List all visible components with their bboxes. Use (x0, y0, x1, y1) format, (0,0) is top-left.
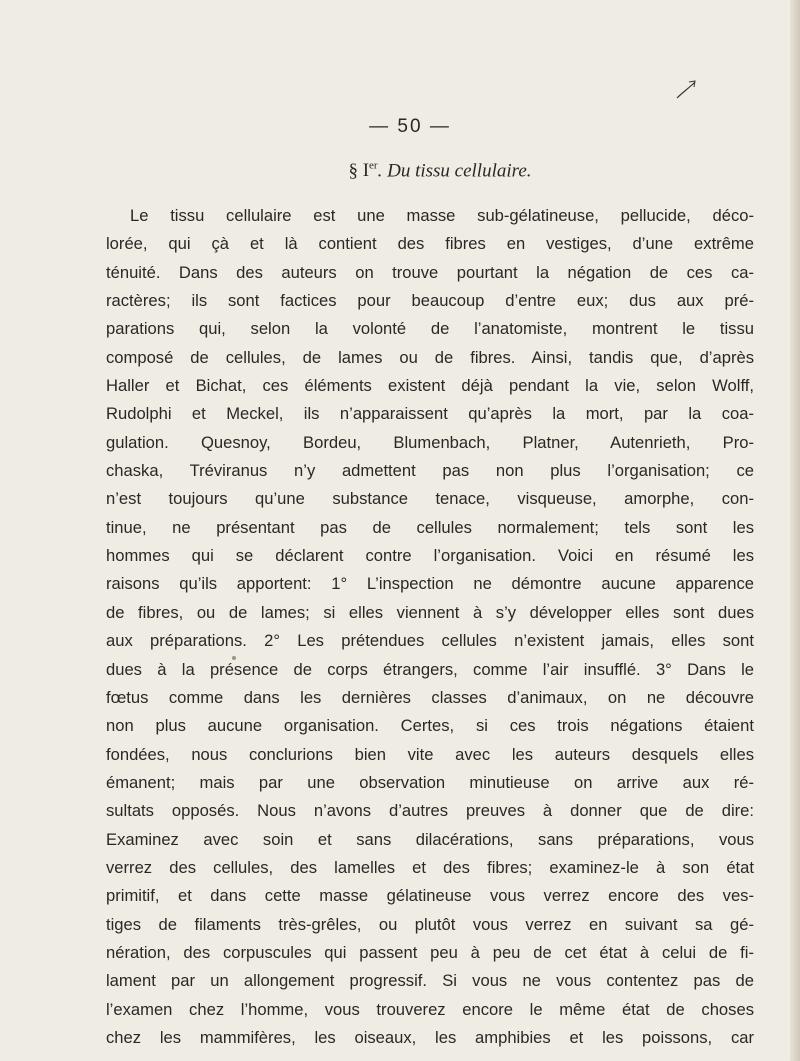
ink-mark-icon (675, 78, 697, 102)
section-number: Ier (362, 160, 378, 182)
text-line: Examinez avec soin et sans dilacérations, sans préparations, vous (106, 829, 754, 849)
text-line: gulation. Quesnoy, Bordeu, Blumenbach, Platner, Autenrieth, Pro- (106, 432, 754, 452)
text-line: verrez des cellules, des lamelles et des fibres; examinez-le à son état (106, 857, 754, 877)
text-line: chez les mammifères, les oiseaux, les amphibies et les poissons, car (106, 1027, 754, 1047)
text-line: n’est toujours qu’une substance tenace, visqueuse, amorphe, con- (106, 489, 754, 509)
text-line: tinue, ne présentant pas de cellules normalement; tels sont les (106, 517, 754, 537)
text-line: non plus aucune organisation. Certes, si ces trois négations étaient (106, 716, 754, 736)
text-line: ténuité. Dans des auteurs on trouve pourtant la négation de ces ca- (106, 262, 754, 282)
text-line: hommes qui se déclarent contre l’organisation. Voici en résumé les (106, 546, 754, 566)
text-line: Haller et Bichat, ces éléments existent déjà pendant la vie, selon Wolff, (106, 376, 754, 396)
text-line: sultats opposés. Nous n’avons d’autres preuves à donner que de dire: (106, 801, 754, 821)
text-line: l’examen chez l’homme, vous trouverez encore le même état de choses (106, 999, 754, 1019)
section-name: . Du tissu cellulaire. (377, 160, 532, 182)
section-title (40, 160, 800, 182)
text-line: fondées, nous conclurions bien vite avec les auteurs desquels elles (106, 744, 754, 764)
page-number: — 50 — (369, 116, 451, 137)
text-line: Rudolphi et Meckel, ils n’apparaissent qu’après la mort, par la coa- (106, 404, 754, 424)
text-line: ractères; ils sont factices pour beaucoup d’entre eux; dus aux pré- (106, 291, 754, 311)
text-line: nération, des corpuscules qui passent peu à peu de cet état à celui de fi- (106, 942, 754, 962)
text-line: chaska, Tréviranus n’y admettent pas non plus l’organisation; ce (106, 461, 754, 481)
text-line: dues à la présence de corps étrangers, comme l’air insufflé. 3° Dans le (106, 659, 754, 679)
text-line: parations qui, selon la volonté de l’anatomiste, montrent le tissu (106, 319, 754, 339)
text-line: raisons qu’ils apportent: 1° L’inspection ne démontre aucune apparence (106, 574, 754, 594)
section-sign: § (348, 160, 363, 182)
text-line: Le tissu cellulaire est une masse sub-gélatineuse, pellucide, déco- (130, 206, 754, 225)
text-line: émanent; mais par une observation minutieuse on arrive aux ré- (106, 772, 754, 792)
text-line: lament par un allongement progressif. Si vous ne vous contentez pas de (106, 971, 754, 991)
body-paragraph (106, 202, 754, 1052)
text-line: composé de cellules, de lames ou de fibres. Ainsi, tandis que, d’après (106, 347, 754, 367)
text-line: fœtus comme dans les dernières classes d’animaux, on ne découvre (106, 687, 754, 707)
text-line: lorée, qui çà et là contient des fibres en vestiges, d’une extrême (106, 234, 754, 254)
text-line: tiges de filaments très-grêles, ou plutôt vous verrez en suivant sa gé- (106, 914, 754, 934)
text-line: aux préparations. 2° Les prétendues cellules n’existent jamais, elles sont (106, 631, 754, 651)
paper-stain (232, 656, 236, 660)
text-line: de fibres, ou de lames; si elles viennent à s’y développer elles sont dues (106, 602, 754, 622)
text-line: primitif, et dans cette masse gélatineuse vous verrez encore des ves- (106, 886, 754, 906)
